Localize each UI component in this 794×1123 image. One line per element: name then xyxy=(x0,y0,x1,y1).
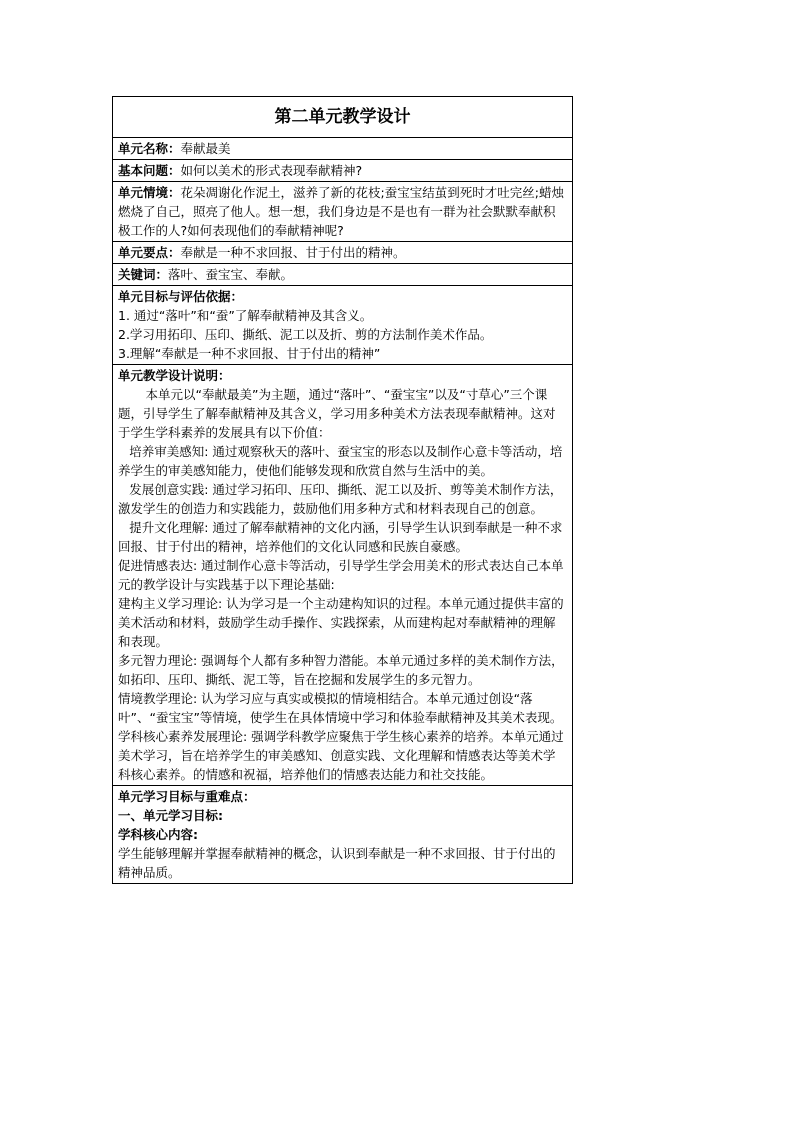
goal-item: 3.理解“奉献是一种不求回报、甘于付出的精神” xyxy=(118,346,381,361)
core-content-text: 学生能够理解并掌握奉献精神的概念，认识到奉献是一种不求回报、甘于付出的精神品质。 xyxy=(118,846,556,880)
basic-question-label: 基本问题： xyxy=(118,163,181,178)
goals-label: 单元目标与评估依据： xyxy=(118,289,244,304)
basic-question-value: 如何以美术的形式表现奉献精神? xyxy=(180,163,363,178)
core-content-heading: 学科核心内容: xyxy=(118,827,198,842)
goal-item: 1. 通过“落叶”和“蚕”了解奉献精神及其含义。 xyxy=(118,308,373,323)
keywords-label: 关键词： xyxy=(118,267,169,282)
unit-key-points-row xyxy=(113,242,573,264)
unit-name-label: 单元名称： xyxy=(118,141,181,156)
emotion-paragraph: 促进情感表达: 通过制作心意卡等活动，引导学生学会用美术的形式表达自己本单元的教学设计与实践基于以下理论基础: xyxy=(118,558,564,592)
unit-name-row xyxy=(113,138,573,160)
design-notes-row xyxy=(113,365,573,786)
unit-name-value: 奉献最美 xyxy=(180,141,231,156)
design-notes-intro: 本单元以“奉献最美”为主题，通过“落叶”、“蚕宝宝”以及“寸草心”三个课题，引导学生了解奉献精神及其含义，学习用多种美术方法表现奉献精神。这对于学生学科素养的发展具有以下价值： xyxy=(118,387,556,440)
keywords-value: 落叶、蚕宝宝、奉献。 xyxy=(168,267,294,282)
title-row xyxy=(113,97,573,138)
value-paragraph: 发展创意实践: 通过学习拓印、压印、撕纸、泥工以及折、剪等美术制作方法，激发学生的创造力和实践能力，鼓励他们用多种方式和材料表现自己的创意。 xyxy=(118,482,563,516)
unit-context-label: 单元情境： xyxy=(118,185,181,200)
basic-question-row xyxy=(113,160,573,182)
unit-context-value: 花朵凋谢化作泥土，滋养了新的花枝;蚕宝宝结茧到死时才吐完丝;蜡烛燃烧了自己，照亮了他人。想一想，我们身边是不是也有一群为社会默默奉献积极工作的人?如何表现他们的奉献精神呢? xyxy=(118,185,564,238)
keywords-row xyxy=(113,264,573,286)
theory-paragraph: 建构主义学习理论: 认为学习是一个主动建构知识的过程。本单元通过提供丰富的美术活动和材料，鼓励学生动手操作、实践探索，从而建构起对奉献精神的理解和表现。 xyxy=(118,596,564,649)
unit-key-points-value: 奉献是一种不求回报、甘于付出的精神。 xyxy=(180,245,406,260)
learning-goals-subheading: 一、单元学习目标: xyxy=(118,808,223,823)
document-title: 第二单元教学设计 xyxy=(113,97,573,138)
theory-paragraph: 情境教学理论: 认为学习应与真实或模拟的情境相结合。本单元通过创设“落叶”、“蚕宝宝”等情境，使学生在具体情境中学习和体验奉献精神及其美术表现。 xyxy=(118,691,563,725)
value-paragraph: 培养审美感知: 通过观察秋天的落叶、蚕宝宝的形态以及制作心意卡等活动，培养学生的审美感知能力，使他们能够发现和欣赏自然与生活中的美。 xyxy=(118,444,563,478)
lesson-design-table xyxy=(112,96,573,884)
goals-row xyxy=(113,286,573,365)
value-paragraph: 提升文化理解: 通过了解奉献精神的文化内涵，引导学生认识到奉献是一种不求回报、甘于付出的精神，培养他们的文化认同感和民族自豪感。 xyxy=(118,520,563,554)
learning-goals-label: 单元学习目标与重难点： xyxy=(118,789,256,804)
learning-goals-row xyxy=(113,786,573,884)
design-notes-label: 单元教学设计说明： xyxy=(118,368,231,383)
theory-paragraph: 多元智力理论: 强调每个人都有多种智力潜能。本单元通过多样的美术制作方法，如拓印、压印、撕纸、泥工等，旨在挖掘和发展学生的多元智力。 xyxy=(118,653,564,687)
goal-item: 2.学习用拓印、压印、撕纸、泥工以及折、剪的方法制作美术作品。 xyxy=(118,327,493,342)
unit-context-row xyxy=(113,182,573,242)
theory-paragraph: 学科核心素养发展理论: 强调学科教学应聚焦于学生核心素养的培养。本单元通过美术学习，旨在培养学生的审美感知、创意实践、文化理解和情感表达等美术学科核心素养。的情感和祝福，培养他们的情感表达能力和社交技能。 xyxy=(118,729,564,782)
unit-key-points-label: 单元要点： xyxy=(118,245,181,260)
